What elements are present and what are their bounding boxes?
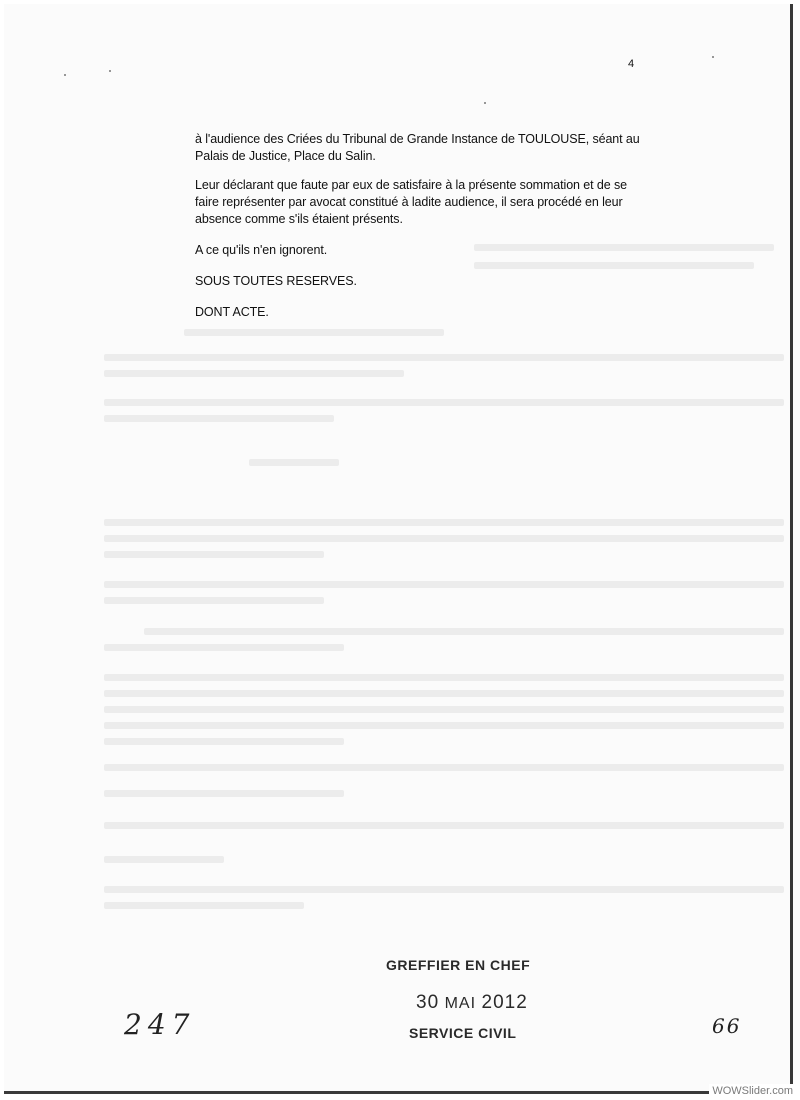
paragraph-audience: à l'audience des Criées du Tribunal de Grande Instance de TOULOUSE, séant au Palais de Justice, Place du Salin.	[195, 132, 640, 163]
scan-speck	[109, 70, 111, 72]
scan-speck	[712, 56, 714, 58]
stamp-date-year: 2012	[481, 992, 528, 1013]
page-number: 4	[628, 58, 635, 70]
paragraph-ignorent: A ce qu'ils n'en ignorent.	[195, 243, 328, 257]
document-page	[4, 4, 793, 1094]
watermark-text: WOWSlider.com	[709, 1084, 796, 1098]
stamp-title: GREFFIER EN CHEF	[386, 957, 531, 973]
scan-speck	[64, 74, 66, 76]
stamp-service: SERVICE CIVIL	[409, 1025, 517, 1041]
handwritten-number-right: 66	[712, 1014, 742, 1038]
scan-speck	[484, 102, 486, 104]
stamp-date-month: MAI	[444, 995, 477, 1012]
paragraph-dont-acte: DONT ACTE.	[195, 305, 269, 319]
stamp-date-day: 30	[416, 992, 440, 1013]
body-text	[195, 131, 641, 333]
paragraph-reserves: SOUS TOUTES RESERVES.	[195, 274, 357, 288]
paragraph-declaration: Leur déclarant que faute par eux de satisfaire à la présente sommation et de se faire représenter par avocat constitué à ladite audience, il sera procédé en leur absence comme s'ils étaient présents.	[195, 178, 627, 226]
stamp-date	[416, 992, 528, 1014]
handwritten-number-left: 247	[124, 1008, 196, 1041]
